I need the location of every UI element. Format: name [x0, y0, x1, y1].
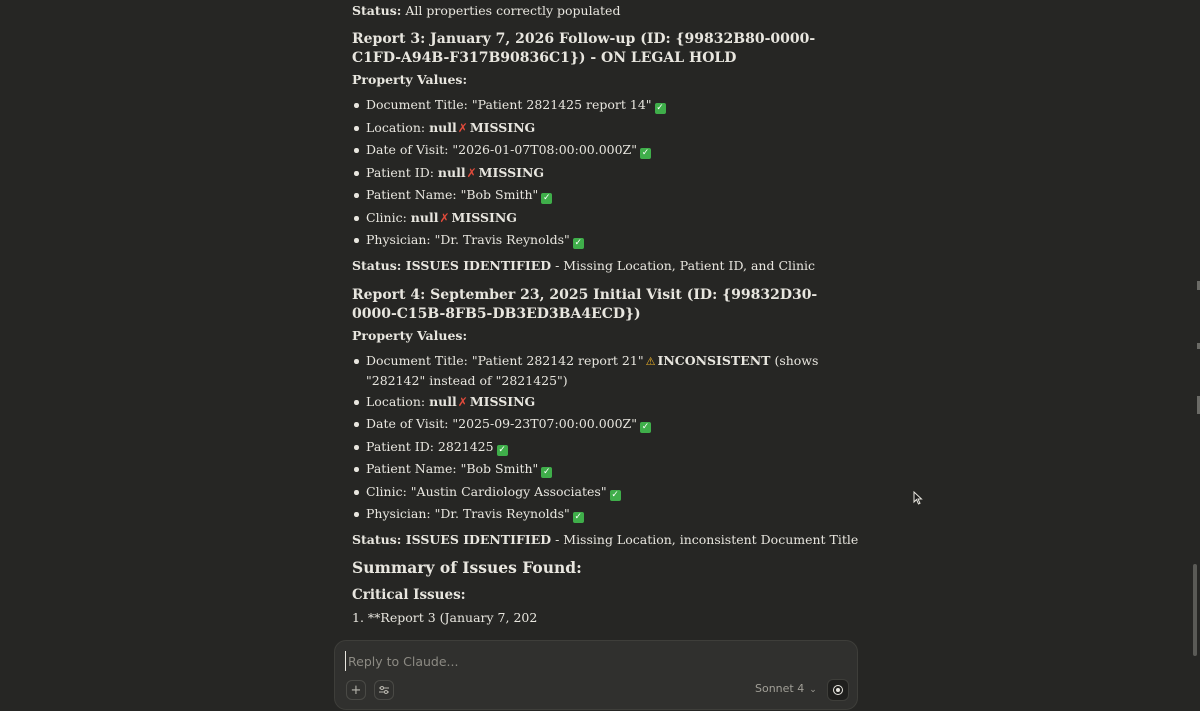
list-item	[352, 483, 842, 502]
list-item	[352, 393, 842, 412]
property-key: Location:	[366, 120, 430, 135]
voice-mode-button[interactable]	[827, 679, 849, 701]
list-item	[352, 438, 842, 457]
list-item	[352, 164, 842, 183]
property-key: Patient ID:	[366, 165, 438, 180]
property-key: Document Title:	[366, 97, 472, 112]
property-value: null	[410, 210, 439, 225]
check-mark-icon: ✓	[641, 148, 650, 158]
inconsistency-note: (shows "282142" instead of "2821425")	[366, 353, 819, 388]
report-3-heading: Report 3: January 7, 2026 Follow-up (ID: {99832B80-0000-C1FD-A94B-F317B90836C1}) - ON LEGAL HOLD	[352, 31, 816, 66]
property-key: Patient ID:	[366, 439, 438, 454]
property-value: "2025-09-23T07:00:00.000Z"	[452, 416, 637, 431]
model-name: Sonnet 4	[755, 682, 805, 695]
report-4-status: Status: ISSUES IDENTIFIED - Missing Location, inconsistent Document Title	[352, 532, 859, 547]
property-key: Clinic:	[366, 484, 411, 499]
reply-composer	[334, 640, 858, 710]
list-item	[352, 415, 842, 434]
list-item	[352, 141, 842, 160]
check-mark-icon: ✓	[574, 238, 583, 248]
property-key: Physician:	[366, 506, 435, 521]
report-4-heading: Report 4: September 23, 2025 Initial Visit (ID: {99832D30-0000-C15B-8FB5-DB3ED3BA4ECD})	[352, 287, 818, 322]
property-value: "Dr. Travis Reynolds"	[434, 232, 570, 247]
property-value: null	[429, 120, 457, 135]
property-value: "Patient 2821425 report 14"	[471, 97, 652, 112]
missing-flag: MISSING	[469, 120, 536, 135]
warning-icon: ⚠	[645, 355, 656, 368]
property-value: "Patient 282142 report 21"	[471, 353, 644, 368]
cross-mark-icon: ✗	[457, 395, 468, 409]
mouse-cursor-icon	[913, 491, 923, 505]
property-key: Clinic:	[366, 210, 411, 225]
critical-issues-title: Critical Issues:	[352, 587, 466, 603]
property-value: null	[429, 394, 457, 409]
property-value: "Austin Cardiology Associates"	[410, 484, 607, 499]
list-item	[352, 209, 842, 228]
list-item	[352, 505, 842, 524]
property-value: null	[437, 165, 466, 180]
missing-flag: MISSING	[478, 165, 545, 180]
add-button[interactable]	[346, 680, 366, 700]
check-mark-icon: ✓	[543, 193, 551, 203]
list-item	[352, 119, 842, 138]
sliders-icon	[379, 686, 389, 694]
check-mark-icon: ✓	[641, 422, 650, 432]
property-value: "Bob Smith"	[460, 461, 539, 476]
scrollbar-thumb[interactable]	[1193, 564, 1197, 656]
list-item-text: **Report 3 (January 7, 202	[367, 610, 538, 625]
list-item	[352, 231, 842, 250]
record-icon	[833, 685, 843, 695]
report-3-property-label: Property Values:	[352, 72, 468, 87]
plus-icon: +	[350, 682, 362, 698]
property-key: Date of Visit:	[366, 142, 453, 157]
reply-input[interactable]	[345, 651, 810, 671]
report-4-property-label: Property Values:	[352, 328, 468, 343]
list-item-number: 1.	[352, 610, 364, 625]
missing-flag: MISSING	[451, 210, 517, 225]
summary-title: Summary of Issues Found:	[352, 558, 582, 577]
property-value: "Bob Smith"	[460, 187, 539, 202]
property-value: "Dr. Travis Reynolds"	[434, 506, 570, 521]
missing-flag: MISSING	[469, 394, 536, 409]
property-value: "2026-01-07T08:00:00.000Z"	[452, 142, 637, 157]
cross-mark-icon: ✗	[457, 121, 468, 135]
chevron-down-icon: ⌄	[809, 685, 817, 695]
list-item	[352, 610, 537, 625]
tools-button[interactable]	[374, 680, 394, 700]
check-mark-icon: ✓	[498, 445, 506, 455]
list-item	[352, 186, 842, 205]
report-3-status: Status: ISSUES IDENTIFIED - Missing Location, Patient ID, and Clinic	[352, 258, 816, 273]
cross-mark-icon: ✗	[439, 211, 450, 225]
property-key: Patient Name:	[366, 187, 461, 202]
check-mark-icon: ✓	[611, 490, 619, 500]
property-key: Document Title:	[366, 353, 472, 368]
report-2-status: Status: All properties correctly populated	[352, 3, 621, 18]
inconsistent-flag: INCONSISTENT	[657, 353, 771, 368]
property-key: Date of Visit:	[366, 416, 453, 431]
model-selector[interactable]	[755, 682, 817, 695]
property-value: 2821425	[437, 439, 494, 454]
check-mark-icon: ✓	[543, 467, 551, 477]
cross-mark-icon: ✗	[466, 166, 477, 180]
property-key: Location:	[366, 394, 430, 409]
list-item	[352, 352, 842, 390]
check-mark-icon: ✓	[656, 103, 664, 113]
property-key: Physician:	[366, 232, 435, 247]
check-mark-icon: ✓	[574, 512, 583, 522]
list-item	[352, 460, 842, 479]
property-key: Patient Name:	[366, 461, 461, 476]
list-item	[352, 96, 842, 115]
